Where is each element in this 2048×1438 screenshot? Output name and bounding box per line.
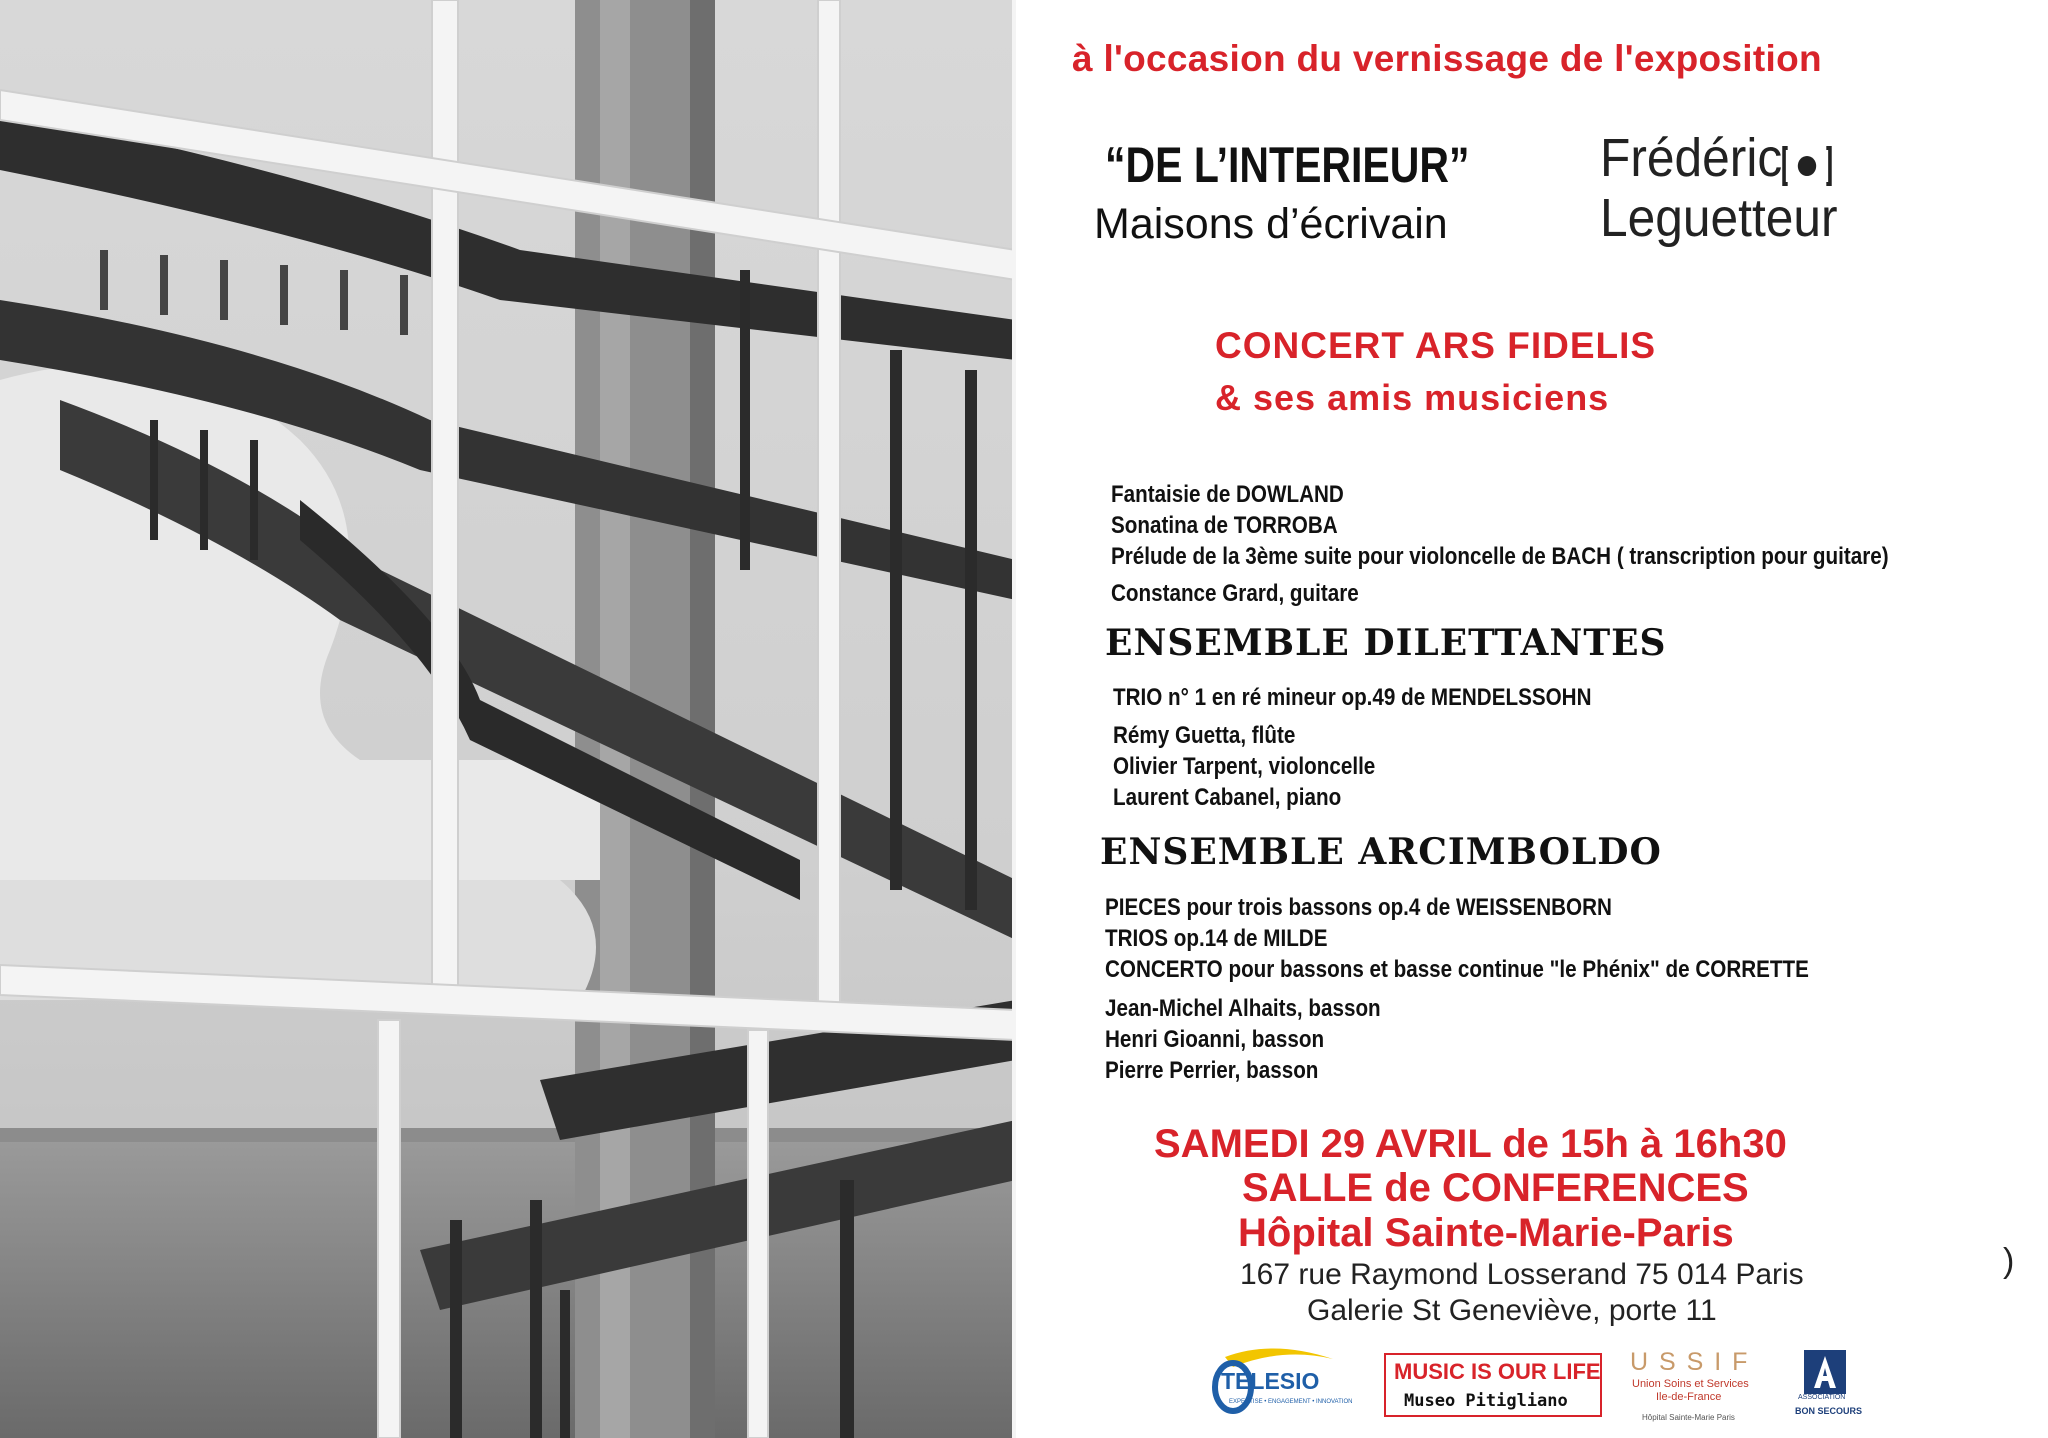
artist-logo (1600, 128, 1838, 248)
photo-illustration (0, 0, 1016, 1438)
event-address: 167 rue Raymond Losserand 75 014 Paris (1240, 1258, 1804, 1291)
concert-title-block (1215, 320, 1656, 424)
program-item: TRIOS op.14 de MILDE (1105, 925, 1328, 952)
headline: à l'occasion du vernissage de l'exposition (1072, 38, 1822, 79)
event-access: Galerie St Geneviève, porte 11 (1307, 1294, 1717, 1327)
program-item: Sonatina de TORROBA (1111, 512, 1338, 539)
artist-name-row (1600, 128, 1838, 188)
telesio-logo (1203, 1343, 1363, 1421)
performer: Henri Gioanni, basson (1105, 1026, 1325, 1053)
ussif-line1: Union Soins et Services (1632, 1378, 1749, 1390)
performer: Laurent Cabanel, piano (1113, 784, 1342, 811)
bon-secours-line2: BON SECOURS (1795, 1406, 1863, 1416)
concert-subtitle: & ses amis musiciens (1215, 377, 1610, 418)
program-item: Prélude de la 3ème suite pour violoncelle de BACH ( transcription pour guitare) (1111, 543, 1889, 570)
ussif-line3: Hôpital Sainte-Marie Paris (1642, 1413, 1735, 1422)
performer: Olivier Tarpent, violoncelle (1113, 753, 1376, 780)
performer: Rémy Guetta, flûte (1113, 722, 1296, 749)
bon-secours-line1: ASSOCIATION (1798, 1394, 1846, 1401)
artist-camera-icon (1782, 140, 1832, 184)
music-logo-line2: Museo Pitigliano (1404, 1391, 1568, 1411)
program-item: Fantaisie de DOWLAND (1111, 481, 1344, 508)
event-venue: Hôpital Sainte-Marie-Paris (1238, 1211, 1734, 1255)
ussif-line2: Ile-de-France (1656, 1391, 1722, 1403)
ensemble-arcimboldo-program (1105, 892, 1809, 1086)
ussif-name: U S S I F (1630, 1348, 1750, 1376)
event-room: SALLE de CONFERENCES (1242, 1166, 1749, 1210)
artist-first-name: Frédéric (1600, 128, 1783, 188)
ensemble-arcimboldo-title: ENSEMBLE ARCIMBOLDO (1100, 831, 1662, 873)
program-item: TRIO n° 1 en ré mineur op.49 de MENDELSSOHN (1113, 684, 1592, 711)
bon-secours-logo (1794, 1348, 1863, 1424)
ensemble-dilettantes-title: ENSEMBLE DILETTANTES (1105, 622, 1667, 664)
program-item: PIECES pour trois bassons op.4 de WEISSENBORN (1105, 894, 1612, 921)
music-is-our-life-logo (1384, 1353, 1602, 1417)
artist-last-name: Leguetteur (1600, 188, 1838, 248)
ensemble-dilettantes-program (1113, 682, 1591, 813)
performer: Pierre Perrier, basson (1105, 1057, 1319, 1084)
solo-program (1111, 479, 1889, 609)
edge-mark: ) (2003, 1242, 2015, 1280)
telesio-tagline: EXPERTISE • ENGAGEMENT • INNOVATION (1229, 1399, 1353, 1405)
performer: Constance Grard, guitare (1111, 580, 1359, 607)
concert-title: CONCERT ARS FIDELIS (1215, 325, 1657, 366)
ussif-logo (1626, 1348, 1758, 1428)
music-logo-line1: MUSIC IS OUR LIFE (1394, 1359, 1601, 1384)
telesio-name: TELESIO (1221, 1368, 1320, 1394)
staircase-window-photo (0, 0, 1016, 1438)
program-item: CONCERTO pour bassons et basse continue "le Phénix" de CORRETTE (1105, 956, 1809, 983)
event-date-time: SAMEDI 29 AVRIL de 15h à 16h30 (1154, 1122, 1787, 1166)
exhibition-title: “DE L’INTERIEUR” (1105, 137, 1470, 193)
performer: Jean-Michel Alhaits, basson (1105, 995, 1381, 1022)
exhibition-subtitle: Maisons d’écrivain (1094, 200, 1448, 248)
